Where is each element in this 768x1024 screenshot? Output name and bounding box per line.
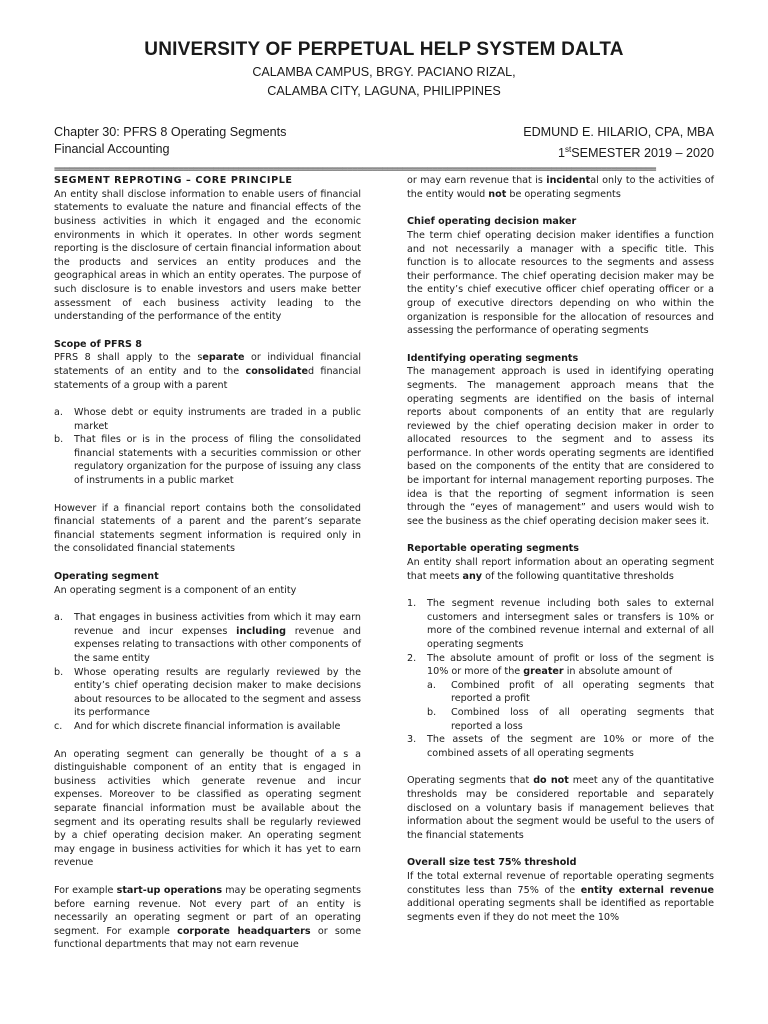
list-item: 2. The absolute amount of profit or loss of the segment is 10% or more of the greater in absolute amount of a. Combined profit of all operating segments that reported a profit b. Combined loss of all operating segments that reported a loss bbox=[407, 652, 714, 732]
operating-segment-list bbox=[54, 611, 361, 733]
list-item: a. Combined profit of all operating segments that reported a profit bbox=[427, 679, 714, 705]
scope-list bbox=[54, 406, 361, 488]
chapter-title: Chapter 30: PFRS 8 Operating Segments bbox=[54, 125, 287, 139]
list-item: b. That files or is in the process of filing the consolidated financial statements with a securities commission or other regulatory organization for the purpose of issuing any class of instruments in a public market bbox=[54, 434, 361, 487]
paragraph-however: However if a financial report contains both the consolidated financial statements of a parent and the parent’s separate financial statements segment information is required only in the consolidated financial statements bbox=[54, 502, 361, 555]
paragraph-continued: or may earn revenue that is incidental only to the activities of the entity would not be operating segments bbox=[407, 175, 714, 200]
paragraph-reportable: An entity shall report information about an operating segment that meets any of the following quantitative thresholds bbox=[407, 557, 714, 582]
paragraph-overall: If the total external revenue of reportable operating segments constitutes less than 75% of the entity external revenue additional operating segments shall be identified as reportable segments even if they do not meet the 10% bbox=[407, 870, 714, 923]
heading-identifying-segments: Identifying operating segments bbox=[407, 352, 579, 364]
left-column bbox=[54, 174, 361, 966]
author-name: EDMUND E. HILARIO, CPA, MBA bbox=[523, 125, 714, 139]
paragraph-example: For example start-up operations may be operating segments before earning revenue. Not every part of an entity is necessarily an operating segment or part of an operating segment. For example corporate headquarters or some functional departments that may not earn revenue bbox=[54, 884, 361, 951]
university-title: UNIVERSITY OF PERPETUAL HELP SYSTEM DALTA bbox=[144, 39, 624, 60]
paragraph-identifying: The management approach is used in identifying operating segments. The management approach means that the operating segments are identified on the basis of internal reports about components of an entity that are regularly reviewed by the chief operating decision maker in order to allocated resources to the segment and to assess its performance. In other words operating segments are identified based on the components of the entity that are considered to be important for internal management reporting purposes. The idea is that the reporting of segment information is seen through the “eyes of management” and users would wish to see the business as the chief operating decision maker sees it. bbox=[407, 366, 714, 527]
list-item: c. And for which discrete financial information is available bbox=[54, 720, 341, 732]
campus-line: CALAMBA CAMPUS, BRGY. PACIANO RIZAL, bbox=[252, 65, 516, 79]
heading-operating-segment: Operating segment bbox=[54, 571, 159, 583]
list-item: 1. The segment revenue including both sales to external customers and intersegment sales or transfers is 10% or more of the combined revenue internal and external of all operating segments bbox=[407, 598, 714, 650]
body-columns bbox=[54, 174, 714, 966]
separator-rule: ========================================================================================================================= bbox=[54, 165, 656, 175]
semester-line: 1stSEMESTER 2019 – 2020 bbox=[557, 145, 714, 161]
heading-chief-operating-decision-maker: Chief operating decision maker bbox=[407, 216, 577, 228]
heading-scope: Scope of PFRS 8 bbox=[54, 338, 142, 350]
heading-overall-size-test: Overall size test 75% threshold bbox=[407, 857, 577, 869]
subject-title: Financial Accounting bbox=[54, 142, 170, 156]
meta-left bbox=[54, 124, 286, 162]
right-column bbox=[407, 174, 714, 966]
list-item: a. Whose debt or equity instruments are traded in a public market bbox=[54, 407, 361, 432]
list-item: b. Whose operating results are regularly reviewed by the entity’s chief operating decision maker to make decisions about resources to be allocated to the segment and assess its performance bbox=[54, 666, 361, 719]
paragraph-not-meet: Operating segments that do not meet any of the quantitative thresholds may be considered reportable and separately disclosed on a voluntary basis if management believes that information about the segment would be useful to the users of the financial statements bbox=[407, 775, 714, 841]
paragraph-operating-segment: An operating segment is a component of an entity bbox=[54, 584, 297, 596]
city-line: CALAMBA CITY, LAGUNA, PHILIPPINES bbox=[267, 84, 501, 98]
paragraph-core-principle: An entity shall disclose information to enable users of financial statements to evaluate the nature and financial effects of the business activities in which it engaged and the economic environments in which it operates. In other words segment reporting is the disclosure of certain financial information about the products and services an entity produces and the geographical areas in which an entity operates. The purpose of such disclosure is to enable investors and users make better assessment of each business activity leading to the understanding of the performance of the entity bbox=[54, 188, 361, 323]
sub-list bbox=[427, 679, 714, 733]
paragraph-scope: PFRS 8 shall apply to the separate or individual financial statements of an entity and to the consolidated financial statements of a group with a parent bbox=[54, 352, 361, 391]
document-meta bbox=[54, 124, 714, 162]
heading-reportable-segments: Reportable operating segments bbox=[407, 543, 579, 555]
paragraph-general: An operating segment can generally be thought of a s a distinguishable component of an entity that is engaged in business activities which generate revenue and incur expenses. Moreover to be classified as operating segment separate financial information must be available about the segment and its operating results shall be regularly reviewed by a chief operating decision maker. An operating segment may engage in business activities for which it has yet to earn revenue bbox=[54, 748, 361, 869]
thresholds-list bbox=[407, 597, 714, 760]
meta-right bbox=[523, 124, 714, 162]
list-item: 3. The assets of the segment are 10% or more of the combined assets of all operating segments bbox=[407, 734, 714, 759]
heading-core-principle: SEGMENT REPROTING – CORE PRINCIPLE bbox=[54, 175, 293, 187]
paragraph-codm: The term chief operating decision maker identifies a function and not necessarily a manager with a specific title. This function is to allocate resources to the segments and assess their performance. The chief operating decision maker may be the entity’s chief executive officer chief operating officer or a group of executive directors depending on who within the organization is responsible for the allocation of resources and assessing the performance of operating segments bbox=[407, 229, 714, 337]
list-item: b. Combined loss of all operating segments that reported a loss bbox=[427, 706, 714, 732]
list-item: a. That engages in business activities from which it may earn revenue and incur expenses including revenue and expenses relating to transactions with other components of the same entity bbox=[54, 612, 361, 664]
